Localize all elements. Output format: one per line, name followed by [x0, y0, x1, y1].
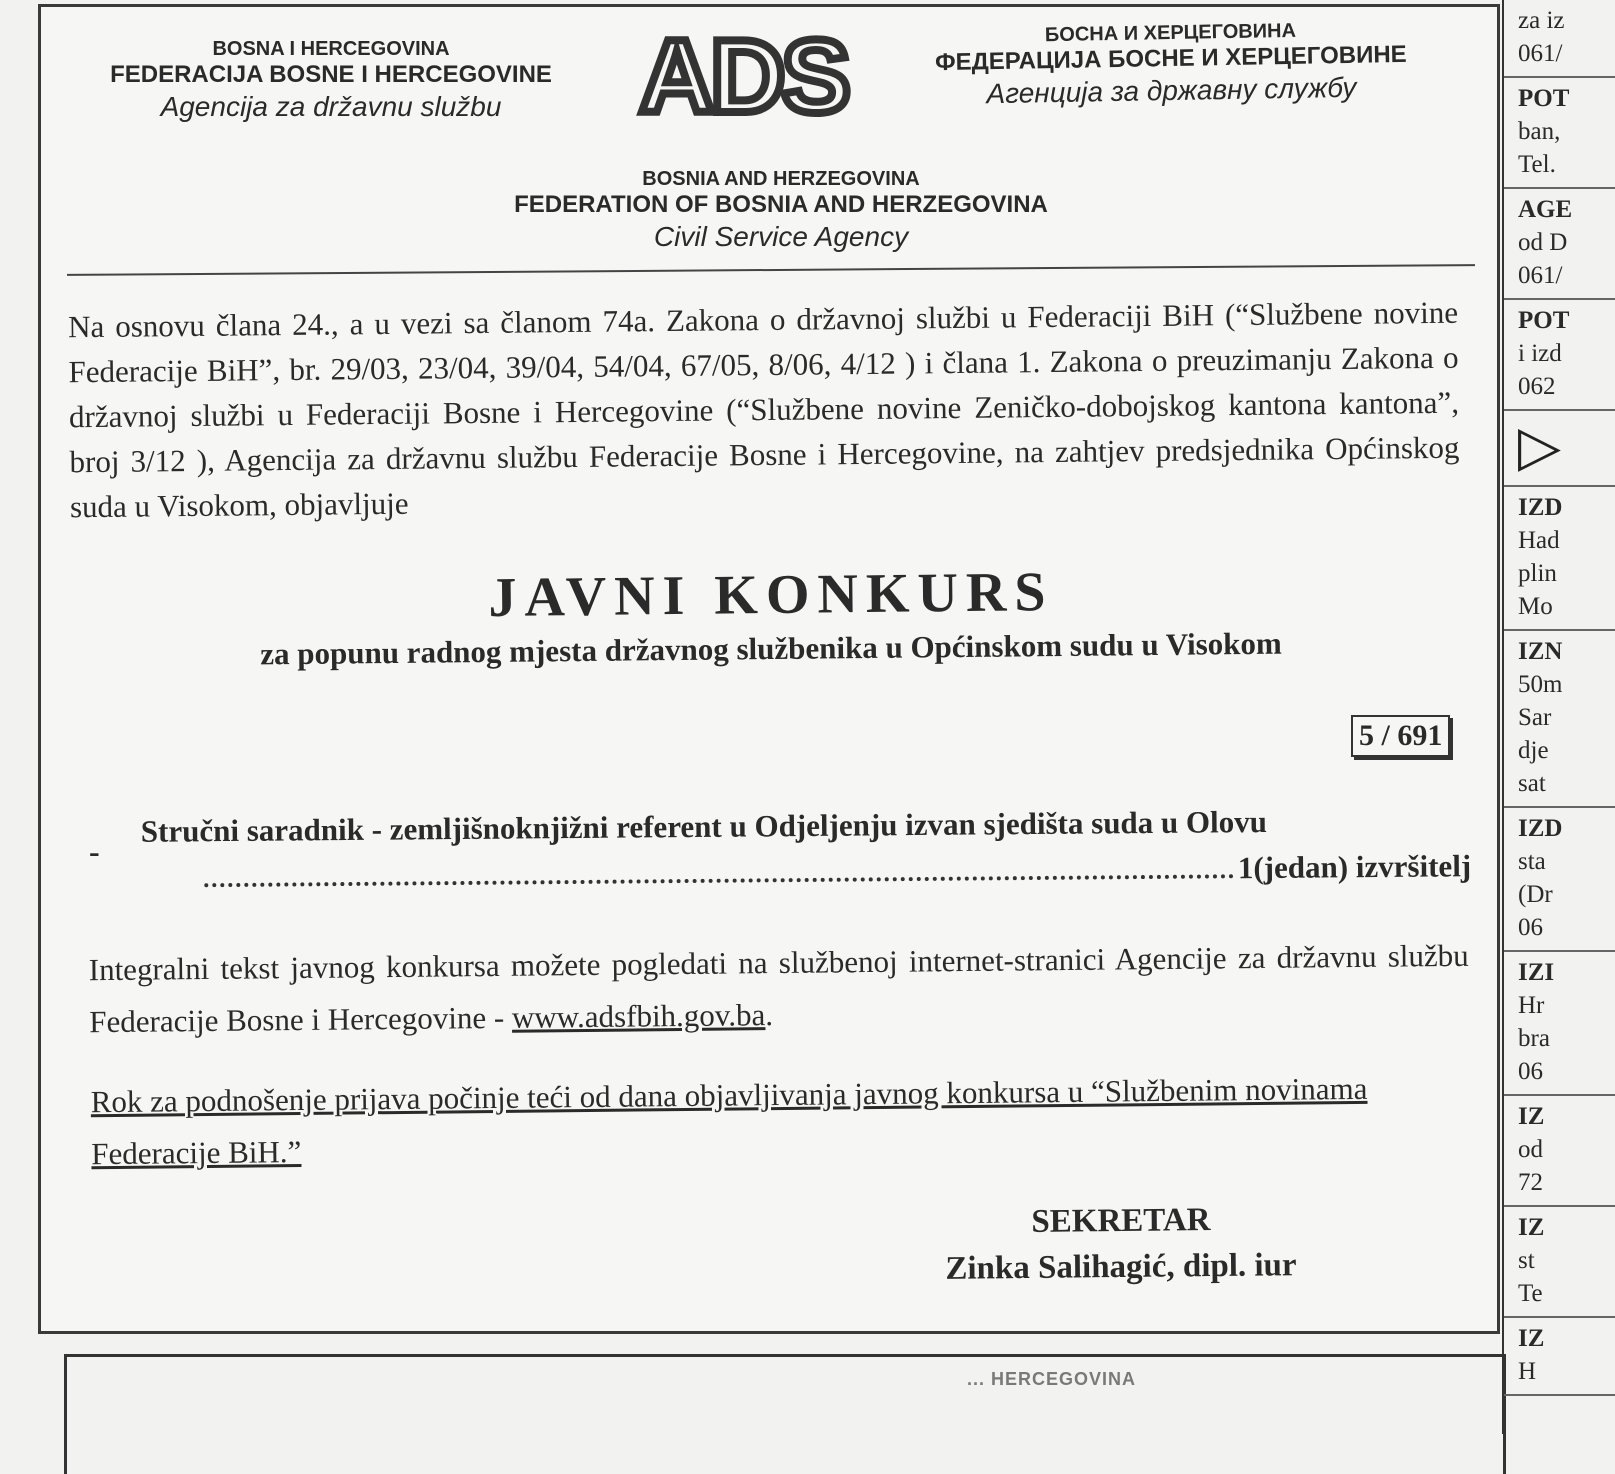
classified-ad-heading: IZ [1518, 1103, 1545, 1130]
classified-ad-line: (Dr [1518, 881, 1553, 908]
classified-ad-line: Tel. [1518, 151, 1556, 178]
classified-ad-heading: IZD [1518, 815, 1563, 842]
classified-ad-heading: IZD [1518, 494, 1563, 521]
header-cyrillic [890, 16, 1451, 112]
classified-ad-line: sta [1518, 848, 1546, 875]
notice-title: JAVNI KONKURS [488, 561, 1054, 629]
classified-ad-heading: IZN [1518, 638, 1563, 665]
classifieds-column [1502, 0, 1615, 1434]
integral-end: . [765, 997, 774, 1033]
header-latin-country: BOSNA I HERCEGOVINA [212, 38, 450, 60]
classified-ad-line: 06 [1518, 914, 1543, 941]
classified-ad-line: Te [1518, 1280, 1543, 1307]
deadline-paragraph: Rok za podnošenje prijava počinje teći od dana objavljivanja javnog konkursa u “Službenim novinama Federacije BiH.” [90, 1070, 1368, 1172]
position-entry [141, 797, 1472, 901]
header-cyrillic-agency: Агенција за државну службу [986, 71, 1357, 110]
header-latin-agency: Agencija za državnu službu [160, 90, 502, 122]
classified-ad [1504, 78, 1615, 189]
classified-ad-line: 061/ [1518, 40, 1563, 67]
header-cyrillic-country: БОСНА И ХЕРЦЕГОВИНА [1044, 19, 1297, 47]
classified-ad-line: 061/ [1518, 262, 1563, 289]
classified-ad [1504, 411, 1615, 487]
signature-name: Zinka Salihagić, dipl. iur [945, 1247, 1297, 1287]
integral-text-paragraph [88, 930, 1469, 1048]
classified-ad [1504, 1318, 1615, 1396]
play-arrow-icon: ▷ [1518, 416, 1562, 478]
classified-ad-line: sat [1518, 770, 1546, 797]
next-notice-fragment: ... HERCEGOVINA [967, 1369, 1137, 1389]
classified-ad-line: Mo [1518, 593, 1553, 620]
header-english [461, 167, 1101, 253]
intro-paragraph: Na osnovu člana 24., a u vezi sa članom 74a. Zakona o državnoj službi u Federaciji BiH (“Službene novine Federacije BiH”, br. 29/03, 23/04, 39/04, 54/04, 67/05, 8/06, 4/12 ) i člana 1. Zakona o preuzimanju Zakona o državnoj službi u Federaciji Bosne i Hercegovine (“Službene novine Zeničko-dobojskog kantona kantona”, broj 3/12 ), Agencija za državnu službu Federacije Bosne i Hercegovine, na zahtjev predsjednika Općinskog suda u Visokom, objavljuje [67, 294, 1460, 525]
classified-ad [1504, 189, 1615, 300]
classified-ad-heading: IZI [1518, 959, 1555, 986]
classified-ad [1504, 1207, 1615, 1318]
classified-ad-line: od [1518, 1136, 1543, 1163]
next-notice-box [64, 1354, 1506, 1474]
header-english-federation: FEDERATION OF BOSNIA AND HERZEGOVINA [514, 191, 1048, 218]
position-executors: 1(jedan) izvršitelj [1237, 848, 1472, 886]
classified-ad-heading: POT [1518, 307, 1570, 334]
classified-ad [1504, 1096, 1615, 1207]
classified-ad-line: ban, [1518, 118, 1561, 145]
position-bullet: - [89, 833, 100, 869]
dotted-leader [204, 860, 1234, 887]
classified-ad [1504, 0, 1615, 78]
classified-ad-line: 50m [1518, 671, 1563, 698]
classified-ad [1504, 631, 1615, 808]
classified-ad-heading: IZ [1518, 1325, 1545, 1352]
classified-ad-line: 062 [1518, 373, 1556, 400]
classified-ad-line: 72 [1518, 1169, 1543, 1196]
classified-ad-line: plin [1518, 560, 1557, 587]
header-cyrillic-federation: ФЕДЕРАЦИЈА БОСНЕ И ХЕРЦЕГОВИНЕ [934, 40, 1407, 77]
classified-ad-line: 06 [1518, 1058, 1543, 1085]
reference-number: 5 / 691 [1351, 715, 1450, 757]
classified-ad-line: Had [1518, 527, 1560, 554]
notice-subtitle: za popunu radnog mjesta državnog službenika u Općinskom sudu u Visokom [260, 625, 1282, 672]
header-latin-federation: FEDERACIJA BOSNE I HERCEGOVINE [110, 61, 552, 88]
classified-ad-heading: AGE [1518, 196, 1573, 223]
classified-ad [1504, 487, 1615, 631]
classified-ad-line: i izd [1518, 340, 1562, 367]
classified-ad-line: od D [1518, 229, 1568, 256]
ads-logo: ADS [639, 19, 847, 135]
classified-ad [1504, 808, 1615, 952]
classified-ad-heading: IZ [1518, 1214, 1545, 1241]
classified-ad [1504, 952, 1615, 1096]
classified-ad-line: Hr [1518, 992, 1545, 1019]
position-name: Stručni saradnik - zemljišnoknjižni referent u Odjeljenju izvan sjedišta suda u Olovu [140, 803, 1268, 849]
classified-ad-line: bra [1518, 1025, 1550, 1052]
classified-ad-line: H [1518, 1358, 1537, 1385]
header-latin [71, 37, 591, 123]
classified-ad-line: dje [1518, 737, 1549, 764]
classified-ad-line: Sar [1518, 704, 1552, 731]
integral-text: Integralni tekst javnog konkursa možete pogledati na službenoj internet-stranici Agencije za državnu službu Federacije Bosne i Hercegovine - [88, 937, 1469, 1040]
public-notice-box [38, 4, 1500, 1334]
classified-ad [1504, 300, 1615, 411]
classified-ad-line: za iz [1518, 7, 1565, 34]
signature-title: SEKRETAR [1031, 1202, 1211, 1240]
classified-ad-line: st [1518, 1247, 1535, 1274]
website-link[interactable]: www.adsfbih.gov.ba [511, 997, 766, 1035]
header-divider [67, 264, 1475, 276]
header-english-agency: Civil Service Agency [653, 220, 909, 252]
header-english-country: BOSNIA AND HERZEGOVINA [642, 168, 920, 190]
classified-ad-heading: POT [1518, 85, 1570, 112]
